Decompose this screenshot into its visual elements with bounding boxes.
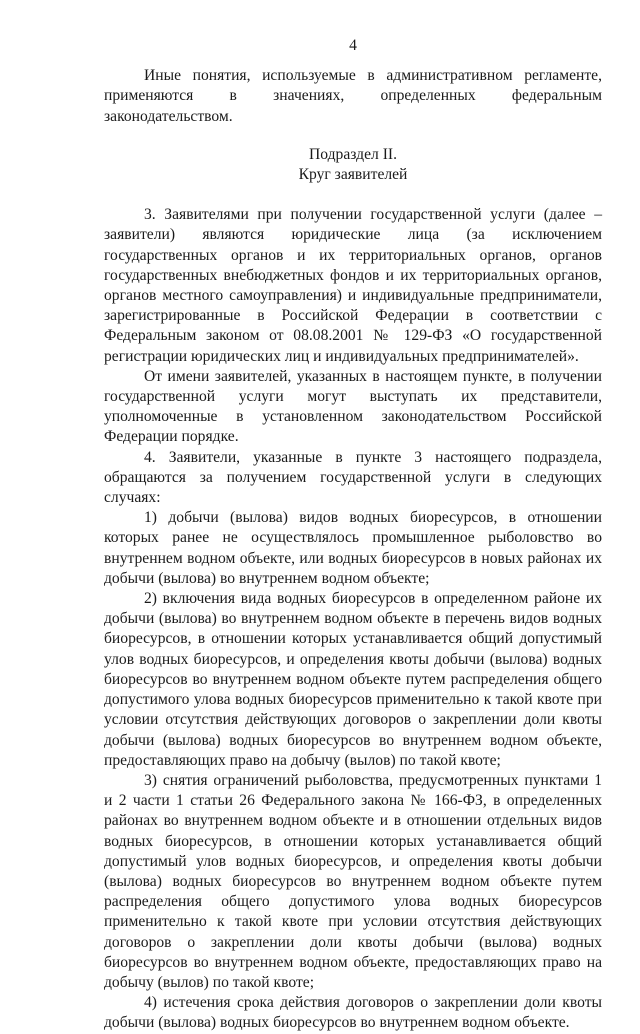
subsection-title: Подраздел II. bbox=[309, 145, 397, 163]
page-number: 4 bbox=[349, 37, 357, 54]
intro-paragraph: Иные понятия, используемые в административном регламенте, применяются в значениях, определенных федеральным законодательством. bbox=[104, 67, 602, 125]
list-item-case-3: 3) снятия ограничений рыболовства, предусмотренных пунктами 1 и 2 части 1 статьи 26 Федерального закона № 166-ФЗ, в определенных районах во внутреннем водном объекте и в отношении отдельных видов водных биоресурсов, в отношении которых устанавливается общий допустимый улов водных биоресурсов, и определения квоты добычи (вылова) водных биоресурсов во внутреннем водном объекте путем распределения общего допустимого улова водных биоресурсов применительно к такой квоте при условии отсутствия действующих договоров о закреплении доли квоты добычи (вылова) водных биоресурсов во внутреннем водном объекте, предоставляющих право на добычу (вылов) по такой квоте; bbox=[104, 771, 602, 991]
subsection-heading bbox=[104, 145, 602, 185]
paragraph-representatives: От имени заявителей, указанных в настоящем пункте, в получении государственной услуги могут выступать их представители, уполномоченные в установленном законодательством Российской Федерации порядке. bbox=[104, 367, 602, 446]
list-item-case-1: 1) добычи (вылова) видов водных биоресурсов, в отношении которых ранее не осуществлялось промышленное рыболовство во внутреннем водном объекте, или водных биоресурсов в новых районах их добычи (вылова) во внутреннем водном объекте; bbox=[104, 509, 602, 587]
list-item-case-2: 2) включения вида водных биоресурсов в определенном районе их добычи (вылова) во внутреннем водном объекте в перечень видов водных биоресурсов, в отношении которых устанавливается общий допустимый улов водных биоресурсов, и определения квоты добычи (вылова) водных биоресурсов во внутреннем водном объекте путем распределения общего допустимого улова водных биоресурсов применительно к такой квоте при условии отсутствия действующих договоров о закреплении доли квоты добычи (вылова) водных биоресурсов во внутреннем водном объекте, предоставляющих право на добычу (вылов) по такой квоте; bbox=[104, 590, 602, 769]
list-item-case-4: 4) истечения срока действия договоров о закреплении доли квоты добычи (вылова) водных биоресурсов во внутреннем водном объекте. bbox=[104, 994, 602, 1032]
document-page bbox=[104, 36, 602, 1034]
paragraph-applicants: 3. Заявителями при получении государственной услуги (далее – заявители) являются юридические лица (за исключением государственных органов и их территориальных органов, органов государственных внебюджетных фондов и их территориальных органов, органов местного самоуправления) и индивидуальные предприниматели, зарегистрированные в Российской Федерации в соответствии с Федеральным законом от 08.08.2001 № 129-ФЗ «О государственной регистрации юридических лиц и индивидуальных предпринимателей». bbox=[104, 206, 602, 365]
paragraph-cases-intro: 4. Заявители, указанные в пункте 3 настоящего подраздела, обращаются за получением государственной услуги в следующих случаях: bbox=[104, 448, 602, 507]
subsection-subtitle: Круг заявителей bbox=[298, 166, 408, 184]
